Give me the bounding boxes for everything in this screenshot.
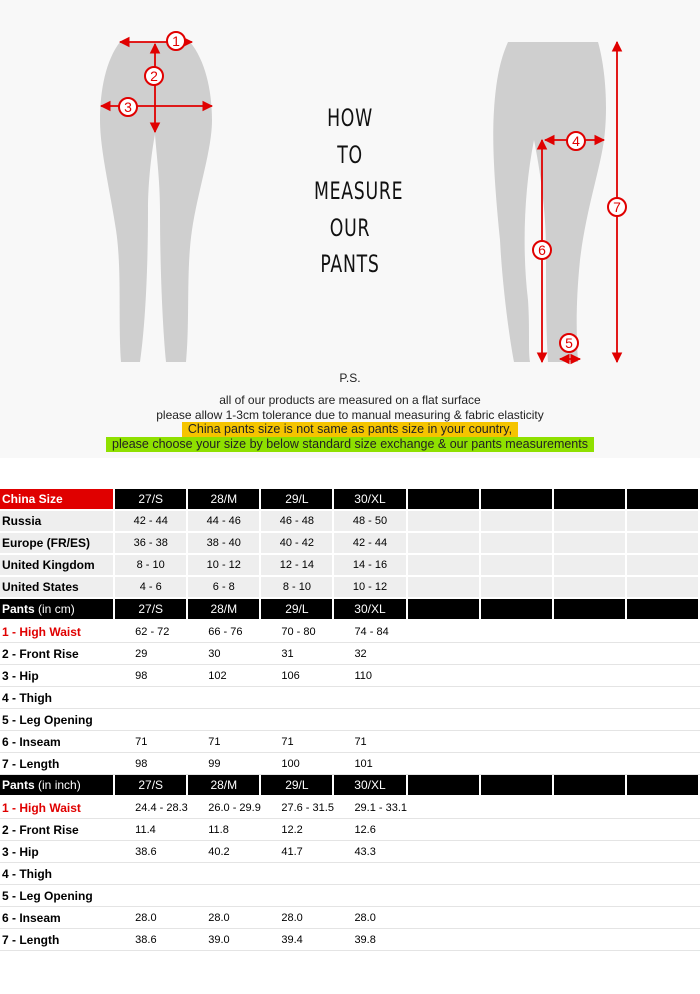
table-row	[0, 665, 700, 687]
empty-cell	[408, 687, 481, 709]
empty-cell	[481, 665, 554, 687]
size-column-header: 30/XL	[334, 775, 407, 797]
side-pants-silhouette	[493, 42, 606, 362]
note-warning	[0, 422, 700, 437]
empty-cell	[481, 753, 554, 775]
table-row	[0, 709, 700, 731]
empty-cell	[627, 819, 700, 841]
table-cell: 48 - 50	[334, 511, 407, 533]
empty-header-cell	[481, 599, 554, 621]
size-exchange-header	[0, 489, 700, 511]
empty-cell	[481, 511, 554, 533]
table-cell: 27.6 - 31.5	[261, 797, 334, 819]
table-cell: 29	[115, 643, 188, 665]
size-column-header: 29/L	[261, 489, 334, 511]
empty-cell	[627, 555, 700, 577]
size-column-header: 27/S	[115, 599, 188, 621]
table-cell: 11.8	[188, 819, 261, 841]
empty-cell	[554, 863, 627, 885]
table-cell: 74 - 84	[334, 621, 407, 643]
header-title: Pants	[2, 778, 35, 792]
table-row	[0, 929, 700, 951]
row-label: 1 - High Waist	[0, 621, 115, 643]
table-cell: 10 - 12	[334, 577, 407, 599]
row-label: 1 - High Waist	[0, 797, 115, 819]
table-cell: 102	[188, 665, 261, 687]
marker-2	[145, 67, 163, 85]
empty-cell	[408, 533, 481, 555]
size-column-header: 28/M	[188, 775, 261, 797]
table-header-label	[0, 775, 115, 797]
empty-cell	[408, 731, 481, 753]
header-title: Pants	[2, 602, 35, 616]
table-cell: 8 - 10	[115, 555, 188, 577]
table-cell: 46 - 48	[261, 511, 334, 533]
highlight-green: please choose your size by below standard size exchange & our pants measurements	[106, 437, 594, 452]
table-cell: 39.0	[188, 929, 261, 951]
table-cell: 24.4 - 28.3	[115, 797, 188, 819]
table-row	[0, 577, 700, 599]
table-cell: 44 - 46	[188, 511, 261, 533]
table-row	[0, 621, 700, 643]
table-cell: 8 - 10	[261, 577, 334, 599]
empty-cell	[481, 643, 554, 665]
empty-cell	[408, 841, 481, 863]
header-unit: (in cm)	[34, 602, 75, 616]
table-cell	[334, 687, 407, 709]
empty-header-cell	[554, 489, 627, 511]
table-cell: 12 - 14	[261, 555, 334, 577]
empty-cell	[627, 533, 700, 555]
empty-cell	[554, 819, 627, 841]
empty-cell	[554, 731, 627, 753]
empty-cell	[408, 621, 481, 643]
empty-cell	[481, 863, 554, 885]
table-row	[0, 907, 700, 929]
empty-cell	[481, 709, 554, 731]
empty-cell	[554, 621, 627, 643]
size-column-header: 30/XL	[334, 489, 407, 511]
table-cell: 28.0	[261, 907, 334, 929]
empty-header-cell	[627, 599, 700, 621]
empty-cell	[408, 885, 481, 907]
empty-cell	[408, 665, 481, 687]
table-cell: 6 - 8	[188, 577, 261, 599]
size-column-header: 27/S	[115, 775, 188, 797]
table-cell	[261, 863, 334, 885]
empty-cell	[481, 907, 554, 929]
empty-cell	[408, 753, 481, 775]
table-cell	[334, 885, 407, 907]
table-cell	[334, 709, 407, 731]
empty-cell	[481, 687, 554, 709]
table-cell: 42 - 44	[334, 533, 407, 555]
table-cell	[188, 687, 261, 709]
svg-text:2: 2	[150, 68, 158, 84]
table-cell	[115, 863, 188, 885]
size-column-header: 28/M	[188, 489, 261, 511]
table-row	[0, 511, 700, 533]
table-cell	[334, 863, 407, 885]
empty-cell	[408, 709, 481, 731]
empty-header-cell	[554, 599, 627, 621]
table-row	[0, 643, 700, 665]
table-row	[0, 797, 700, 819]
empty-cell	[627, 577, 700, 599]
table-cell: 101	[334, 753, 407, 775]
row-label: 6 - Inseam	[0, 731, 115, 753]
empty-cell	[481, 577, 554, 599]
empty-header-cell	[408, 489, 481, 511]
table-cell	[261, 709, 334, 731]
table-cell: 98	[115, 753, 188, 775]
marker-4	[567, 132, 585, 150]
empty-cell	[554, 797, 627, 819]
marker-5	[560, 334, 578, 352]
empty-cell	[627, 885, 700, 907]
table-cell: 28.0	[115, 907, 188, 929]
marker-1	[167, 32, 185, 50]
table-cell: 31	[261, 643, 334, 665]
marker-3	[119, 98, 137, 116]
table-row	[0, 753, 700, 775]
empty-cell	[481, 533, 554, 555]
row-label: Europe (FR/ES)	[0, 533, 115, 555]
table-cell: 38.6	[115, 841, 188, 863]
table-cell: 40 - 42	[261, 533, 334, 555]
empty-cell	[481, 621, 554, 643]
table-cell: 71	[188, 731, 261, 753]
empty-header-cell	[627, 775, 700, 797]
note-tolerance: please allow 1-3cm tolerance due to manual measuring & fabric elasticity	[156, 408, 544, 422]
size-column-header: 28/M	[188, 599, 261, 621]
table-cell: 39.4	[261, 929, 334, 951]
table-cell: 70 - 80	[261, 621, 334, 643]
empty-cell	[408, 863, 481, 885]
empty-cell	[627, 797, 700, 819]
empty-cell	[554, 665, 627, 687]
table-cell: 4 - 6	[115, 577, 188, 599]
how-to-measure-heading: HOW TO MEASURE OUR PANTS	[314, 104, 404, 278]
table-cell: 12.2	[261, 819, 334, 841]
empty-cell	[627, 687, 700, 709]
table-cell: 39.8	[334, 929, 407, 951]
empty-cell	[554, 687, 627, 709]
table-cell: 98	[115, 665, 188, 687]
table-cell	[188, 885, 261, 907]
size-column-header: 30/XL	[334, 599, 407, 621]
note-choose-size	[0, 437, 700, 452]
table-cell: 71	[115, 731, 188, 753]
table-row	[0, 731, 700, 753]
empty-cell	[627, 511, 700, 533]
table-row	[0, 819, 700, 841]
table-cell: 10 - 12	[188, 555, 261, 577]
table-cell	[188, 863, 261, 885]
row-label: Russia	[0, 511, 115, 533]
empty-header-cell	[554, 775, 627, 797]
size-column-header: 29/L	[261, 599, 334, 621]
table-cell: 40.2	[188, 841, 261, 863]
table-cell: 30	[188, 643, 261, 665]
empty-cell	[554, 643, 627, 665]
measure-guide-panel	[0, 0, 700, 458]
table-row	[0, 863, 700, 885]
empty-cell	[481, 731, 554, 753]
table-cell: 110	[334, 665, 407, 687]
table-cell: 28.0	[334, 907, 407, 929]
table-cell: 43.3	[334, 841, 407, 863]
table-header-label	[0, 489, 115, 511]
header-unit: (in inch)	[34, 778, 81, 792]
svg-text:5: 5	[565, 335, 573, 351]
table-cell	[261, 687, 334, 709]
table-cell: 100	[261, 753, 334, 775]
svg-text:6: 6	[538, 242, 546, 258]
table-cell: 66 - 76	[188, 621, 261, 643]
row-label: 4 - Thigh	[0, 863, 115, 885]
table-cell: 38 - 40	[188, 533, 261, 555]
marker-7	[608, 198, 626, 216]
table-cell: 12.6	[334, 819, 407, 841]
row-label: 3 - Hip	[0, 841, 115, 863]
front-pants-silhouette	[100, 42, 212, 362]
table-row	[0, 555, 700, 577]
empty-header-cell	[627, 489, 700, 511]
row-label: 6 - Inseam	[0, 907, 115, 929]
empty-cell	[627, 643, 700, 665]
empty-cell	[481, 797, 554, 819]
table-cell	[261, 885, 334, 907]
table-cell	[115, 885, 188, 907]
note-flat-surface: all of our products are measured on a flat surface	[219, 393, 481, 407]
empty-cell	[408, 907, 481, 929]
empty-cell	[627, 731, 700, 753]
empty-cell	[554, 929, 627, 951]
ps-label: P.S.	[339, 371, 361, 385]
row-label: United Kingdom	[0, 555, 115, 577]
svg-text:3: 3	[124, 99, 132, 115]
row-label: 5 - Leg Opening	[0, 885, 115, 907]
empty-cell	[481, 885, 554, 907]
row-label: 3 - Hip	[0, 665, 115, 687]
empty-cell	[481, 819, 554, 841]
marker-6	[533, 241, 551, 259]
table-cell: 62 - 72	[115, 621, 188, 643]
empty-header-cell	[481, 489, 554, 511]
table-cell: 28.0	[188, 907, 261, 929]
size-column-header: 27/S	[115, 489, 188, 511]
table-cell	[188, 709, 261, 731]
table-cell: 29.1 - 33.1	[334, 797, 407, 819]
table-cell: 32	[334, 643, 407, 665]
empty-cell	[554, 907, 627, 929]
empty-cell	[408, 555, 481, 577]
table-cell: 71	[334, 731, 407, 753]
empty-header-cell	[408, 775, 481, 797]
svg-text:1: 1	[172, 33, 180, 49]
table-row	[0, 687, 700, 709]
empty-cell	[627, 907, 700, 929]
table-cell	[115, 687, 188, 709]
size-column-header: 29/L	[261, 775, 334, 797]
empty-cell	[408, 819, 481, 841]
empty-cell	[481, 841, 554, 863]
table-row	[0, 533, 700, 555]
empty-cell	[554, 841, 627, 863]
cm-table-header	[0, 599, 700, 621]
empty-cell	[481, 555, 554, 577]
empty-cell	[554, 577, 627, 599]
table-cell: 11.4	[115, 819, 188, 841]
table-cell: 26.0 - 29.9	[188, 797, 261, 819]
empty-cell	[627, 709, 700, 731]
table-cell: 71	[261, 731, 334, 753]
table-row	[0, 885, 700, 907]
row-label: United States	[0, 577, 115, 599]
table-cell: 99	[188, 753, 261, 775]
table-cell: 41.7	[261, 841, 334, 863]
empty-cell	[408, 511, 481, 533]
row-label: 4 - Thigh	[0, 687, 115, 709]
table-cell: 38.6	[115, 929, 188, 951]
table-cell: 42 - 44	[115, 511, 188, 533]
table-cell: 14 - 16	[334, 555, 407, 577]
empty-cell	[627, 665, 700, 687]
table-cell: 36 - 38	[115, 533, 188, 555]
row-label: 5 - Leg Opening	[0, 709, 115, 731]
empty-cell	[408, 797, 481, 819]
table-header-label	[0, 599, 115, 621]
row-label: 2 - Front Rise	[0, 643, 115, 665]
inch-table-header	[0, 775, 700, 797]
empty-cell	[408, 577, 481, 599]
row-label: 7 - Length	[0, 929, 115, 951]
table-row	[0, 841, 700, 863]
table-cell	[115, 709, 188, 731]
empty-cell	[627, 621, 700, 643]
size-table	[0, 489, 700, 951]
highlight-yellow: China pants size is not same as pants size in your country,	[182, 422, 518, 437]
empty-cell	[627, 863, 700, 885]
table-cell: 106	[261, 665, 334, 687]
empty-cell	[408, 643, 481, 665]
svg-text:4: 4	[572, 133, 580, 149]
empty-header-cell	[408, 599, 481, 621]
empty-cell	[554, 885, 627, 907]
empty-cell	[554, 709, 627, 731]
header-title: China Size	[2, 492, 63, 506]
empty-cell	[481, 929, 554, 951]
empty-cell	[554, 555, 627, 577]
empty-header-cell	[481, 775, 554, 797]
empty-cell	[554, 753, 627, 775]
empty-cell	[627, 841, 700, 863]
row-label: 7 - Length	[0, 753, 115, 775]
empty-cell	[408, 929, 481, 951]
empty-cell	[627, 929, 700, 951]
row-label: 2 - Front Rise	[0, 819, 115, 841]
svg-text:7: 7	[613, 199, 621, 215]
empty-cell	[554, 533, 627, 555]
empty-cell	[627, 753, 700, 775]
empty-cell	[554, 511, 627, 533]
